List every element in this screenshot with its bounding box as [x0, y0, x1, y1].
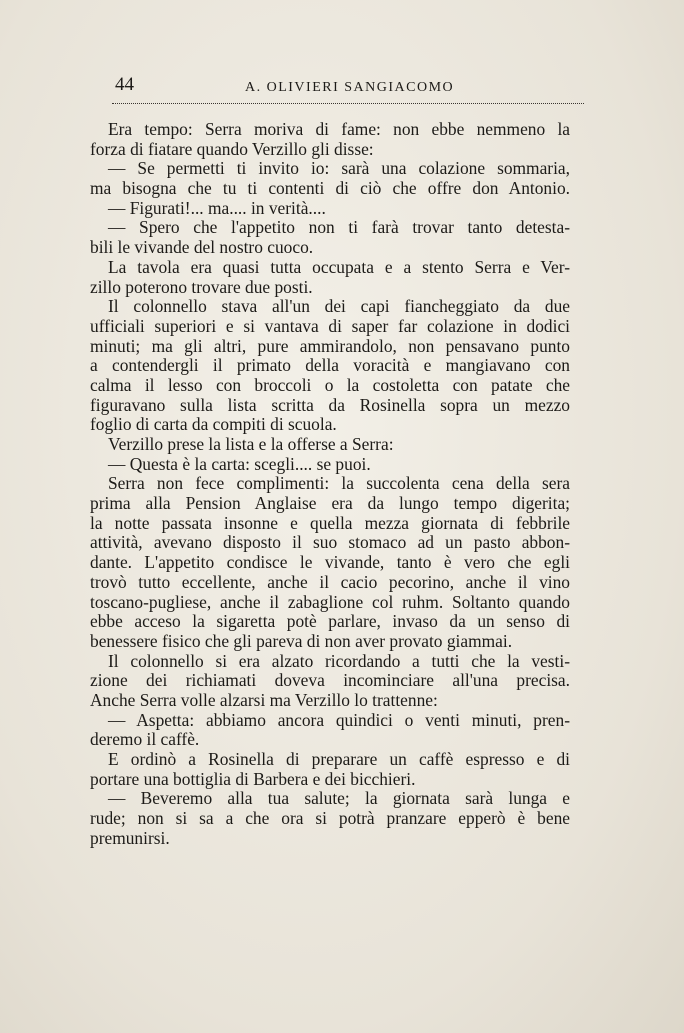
text-line: — Questa è la carta: scegli.... se puoi.	[108, 453, 371, 474]
text-line: — Se permetti ti invito io: sarà una colazione sommaria,	[108, 158, 570, 179]
text-line: minuti; ma gli altri, pure ammirandolo, non pensavano punto	[90, 335, 570, 356]
text-line: — Aspetta: abbiamo ancora quindici o venti minuti, pren-	[108, 709, 570, 730]
text-line: Il colonnello si era alzato ricordando a tutti che la vesti-	[108, 650, 570, 671]
text-line: E ordinò a Rosinella di preparare un caffè espresso e di	[108, 749, 570, 769]
text-line: a contendergli il primato della voracità e mangiavano con	[90, 355, 570, 376]
text-line: premunirsi.	[90, 827, 170, 848]
text-line: Verzillo prese la lista e la offerse a Serra:	[108, 434, 394, 454]
text-line: foglio di carta da compiti di scuola.	[90, 414, 337, 435]
text-line: dante. L'appetito condisce le vivande, tanto è vero che egli	[90, 552, 570, 573]
text-line: benessere fisico che gli pareva di non aver provato giammai.	[90, 630, 513, 651]
text-line: attività, avevano disposto il suo stomaco ad un pasto abbon-	[90, 532, 570, 553]
text-line: Era tempo: Serra moriva di fame: non ebbe nemmeno la	[108, 119, 570, 139]
text-line: — Spero che l'appetito non ti farà trovar tanto detesta-	[108, 217, 570, 238]
text-line: ma bisogna che tu ti contenti di ciò che offre don Antonio.	[90, 178, 570, 199]
text-line: portare una bottiglia di Barbera e dei bicchieri.	[90, 768, 416, 789]
text-line: ufficiali superiori e si vantava di saper far colazione in dodici	[90, 315, 570, 336]
page-header	[115, 74, 585, 102]
text-line: prima alla Pension Anglaise era da lungo tempo digerita;	[90, 493, 570, 514]
text-line: Serra non fece complimenti: la succolenta cena della sera	[108, 473, 570, 494]
page-number: 44	[115, 74, 134, 95]
header-rule	[112, 103, 584, 104]
text-line: toscano-pugliese, anche il zabaglione col ruhm. Soltanto quando	[90, 591, 570, 612]
text-line: — Beveremo alla tua salute; la giornata sarà lunga e	[108, 788, 570, 809]
text-line: La tavola era quasi tutta occupata e a stento Serra e Ver-	[108, 256, 570, 277]
text-line: la notte passata insonne e quella mezza giornata di febbrile	[90, 512, 570, 533]
text-line: figuravano sulla lista scritta da Rosinella sopra un mezzo	[90, 394, 570, 415]
text-line: ebbe acceso la sigaretta potè parlare, invaso da un senso di	[90, 611, 570, 632]
text-line: bili le vivande del nostro cuoco.	[90, 237, 314, 258]
text-line: rude; non si sa a che ora si potrà pranzare epperò è bene	[90, 808, 570, 829]
text-line: trovò tutto eccellente, anche il cacio pecorino, anche il vino	[90, 571, 570, 592]
text-line: calma il lesso con broccoli o la costoletta con patate che	[90, 374, 570, 395]
text-line: deremo il caffè.	[90, 729, 200, 750]
text-line: zillo poterono trovare due posti.	[90, 276, 313, 297]
text-line: Anche Serra volle alzarsi ma Verzillo lo trattenne:	[90, 689, 438, 710]
running-title: A. OLIVIERI SANGIACOMO	[245, 80, 455, 95]
text-line: Il colonnello stava all'un dei capi fiancheggiato da due	[108, 296, 570, 317]
text-line: zione dei richiamati doveva incominciare all'una precisa.	[90, 670, 570, 691]
body-text	[90, 120, 570, 848]
text-line: — Figurati!... ma.... in verità....	[108, 197, 326, 218]
text-line: forza di fiatare quando Verzillo gli disse:	[90, 138, 374, 159]
